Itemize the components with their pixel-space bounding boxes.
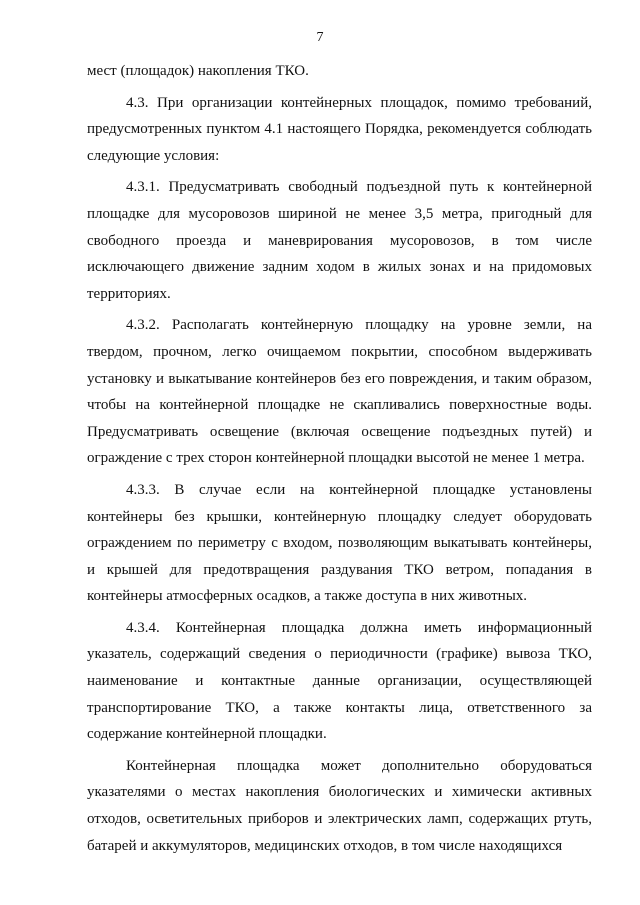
paragraph-4-3-2: 4.3.2. Располагать контейнерную площадку на уровне земли, на твердом, прочном, легко очищаемом покрытии, способном выдерживать установку и выкатывание контейнеров без его повреждения, и таким образом, чтобы на контейнерной площадке не скапливались поверхностные воды. Предусматривать освещение (включая освещение подъездных путей) и ограждение с трех сторон контейнерной площадки высотой не менее 1 метра. <box>87 317 592 467</box>
paragraph-4-3-1: 4.3.1. Предусматривать свободный подъездной путь к контейнерной площадке для мусоровозов шириной не менее 3,5 метра, пригодный для свободного проезда и маневрирования мусоровозов, в том числе исключающего движение задним ходом в жилых зонах и на придомовых территориях. <box>87 179 592 302</box>
paragraph-4-3-3: 4.3.3. В случае если на контейнерной площадке установлены контейнеры без крышки, контейнерную площадку следует оборудовать ограждением по периметру с входом, позволяющим выкатывать контейнеры, и крышей для предотвращения раздувания ТКО ветром, попадания в контейнеры атмосферных осадков, а также доступа в них животных. <box>87 481 592 605</box>
page-number: 7 <box>316 30 324 45</box>
paragraph-4-3-4: 4.3.4. Контейнерная площадка должна иметь информационный указатель, содержащий сведения о периодичности (графике) вывоза ТКО, наименование и контактные данные организации, осуществляющей транспортирование ТКО, а также контакты лица, ответственного за содержание контейнерной площадки. <box>87 619 592 743</box>
paragraph-continuation: мест (площадок) накопления ТКО. <box>87 63 309 79</box>
document-body <box>87 58 592 859</box>
paragraph-4-3: 4.3. При организации контейнерных площадок, помимо требований, предусмотренных пунктом 4.1 настоящего Порядка, рекомендуется соблюдать следующие условия: <box>87 94 592 164</box>
paragraph-additional-equipment: Контейнерная площадка может дополнительно оборудоваться указателями о местах накопления биологических и химически активных отходов, осветительных приборов и электрических ламп, содержащих ртуть, батарей и аккумуляторов, медицинских отходов, в том числе находящихся <box>87 757 592 854</box>
